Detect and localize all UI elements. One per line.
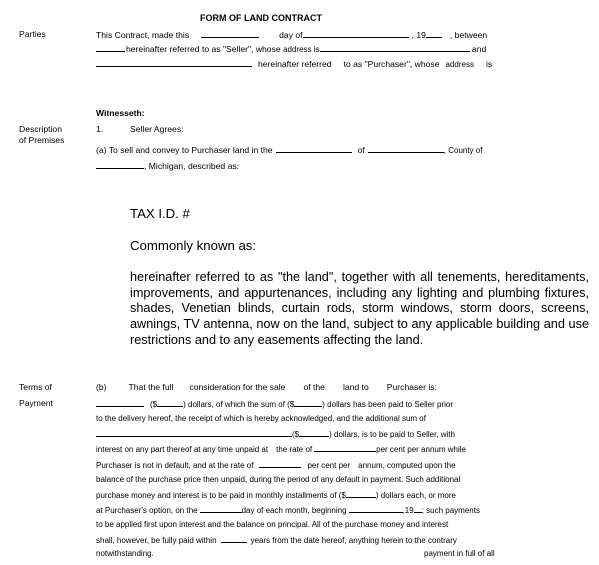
additional-sum-amount-blank bbox=[299, 428, 329, 437]
margin-label-parties: Parties bbox=[19, 29, 46, 39]
clause-1-number: 1. bbox=[96, 124, 104, 134]
interest-rate-blank bbox=[314, 443, 376, 452]
clause-b-line-11: shall, however, be fully paid within years from the date hereof, anything herein to the contrary bbox=[96, 536, 457, 545]
monthly-installment-blank bbox=[346, 489, 376, 498]
clause-b-line-8: purchase money and interest is to be paid in monthly installments of ($ ) dollars each, or more bbox=[96, 491, 456, 500]
parties-line-2: hereinafter referred to as "Seller", whose address is and bbox=[96, 43, 486, 55]
additional-sum-words-blank bbox=[96, 428, 292, 437]
seller-name-blank bbox=[96, 43, 125, 52]
date-day-blank bbox=[201, 29, 259, 38]
clause-b-line-3: to the delivery hereof, the receipt of which is hereby acknowledged, and the additional sum of bbox=[96, 414, 426, 423]
clause-b-line-12-left: notwithstanding. bbox=[96, 549, 154, 558]
land-description-paragraph: hereinafter referred to as "the land", together with all tenements, hereditaments, improvements, and appurtenances, including any lighting and plumbing fixtures, shades, Venetian blinds, curtain rods, storm windows, storm doors, screens, awnings, TV antenna, now on the land, subject to any applicable building and use restrictions and to any easements affecting the land. bbox=[130, 270, 589, 347]
purchaser-name-blank bbox=[96, 58, 252, 67]
clause-b-line-10: to be applied first upon interest and the balance on principal. All of the purchase money and interest bbox=[96, 520, 449, 529]
clause-b-line-7: balance of the purchase price then unpaid, during the period of any default in payment. Such additional bbox=[96, 475, 461, 484]
tax-id-label: TAX I.D. # bbox=[130, 206, 190, 221]
municipality-name-blank bbox=[368, 144, 444, 153]
clause-b-line-9: at Purchaser's option, on the day of each month, beginning ,19 ; such payments bbox=[96, 506, 480, 515]
payment-day-blank bbox=[200, 504, 242, 513]
clause-b-line-6: Purchaser is not in default, and at the rate of per cent per annum, computed upon the bbox=[96, 461, 456, 470]
municipality-blank bbox=[276, 144, 352, 153]
document-title: FORM OF LAND CONTRACT bbox=[200, 13, 322, 23]
default-rate-blank bbox=[259, 459, 301, 468]
margin-label-premises: of Premises bbox=[19, 135, 65, 145]
beginning-date-blank bbox=[349, 504, 403, 513]
beginning-year-blank bbox=[414, 504, 422, 513]
date-month-blank bbox=[303, 29, 409, 38]
commonly-known-as-label: Commonly known as: bbox=[130, 238, 257, 253]
county-blank bbox=[96, 160, 144, 169]
clause-b-line-1: (b) That the full consideration for the sale of the land to Purchaser is: bbox=[96, 382, 437, 392]
down-payment-amount-blank bbox=[294, 398, 322, 407]
clause-a-line-2: , Michigan, described as: bbox=[96, 160, 239, 172]
clause-b-line-12-right: payment in full of all bbox=[424, 549, 495, 558]
full-consideration-words-blank bbox=[96, 398, 144, 407]
parties-line-3: hereinafter referred to as "Purchaser", whose address is bbox=[96, 58, 492, 70]
seller-agrees-heading: Seller Agrees: bbox=[130, 124, 184, 134]
parties-line-1: This Contract, made this day of , 19 , between bbox=[96, 30, 488, 40]
clause-b-line-5: interest on any part thereof at any time unpaid at the rate of per cent per annum while bbox=[96, 445, 466, 454]
date-year-blank bbox=[426, 29, 442, 38]
margin-label-description: Description bbox=[19, 124, 62, 134]
margin-label-terms: Terms of bbox=[19, 382, 52, 392]
full-consideration-amount-blank bbox=[157, 398, 183, 407]
clause-b-line-2: ($ ) dollars, of which the sum of ($ ) dollars has been paid to Seller prior bbox=[96, 398, 453, 410]
years-blank bbox=[221, 534, 247, 543]
clause-b-line-4: ($ ) dollars, is to be paid to Seller, with bbox=[96, 428, 455, 440]
seller-address-blank bbox=[320, 43, 470, 52]
witnesseth-heading: Witnesseth: bbox=[96, 108, 145, 118]
margin-label-payment: Payment bbox=[19, 398, 53, 408]
clause-a-line-1: (a) To sell and convey to Purchaser land in the of , County of bbox=[96, 145, 483, 155]
